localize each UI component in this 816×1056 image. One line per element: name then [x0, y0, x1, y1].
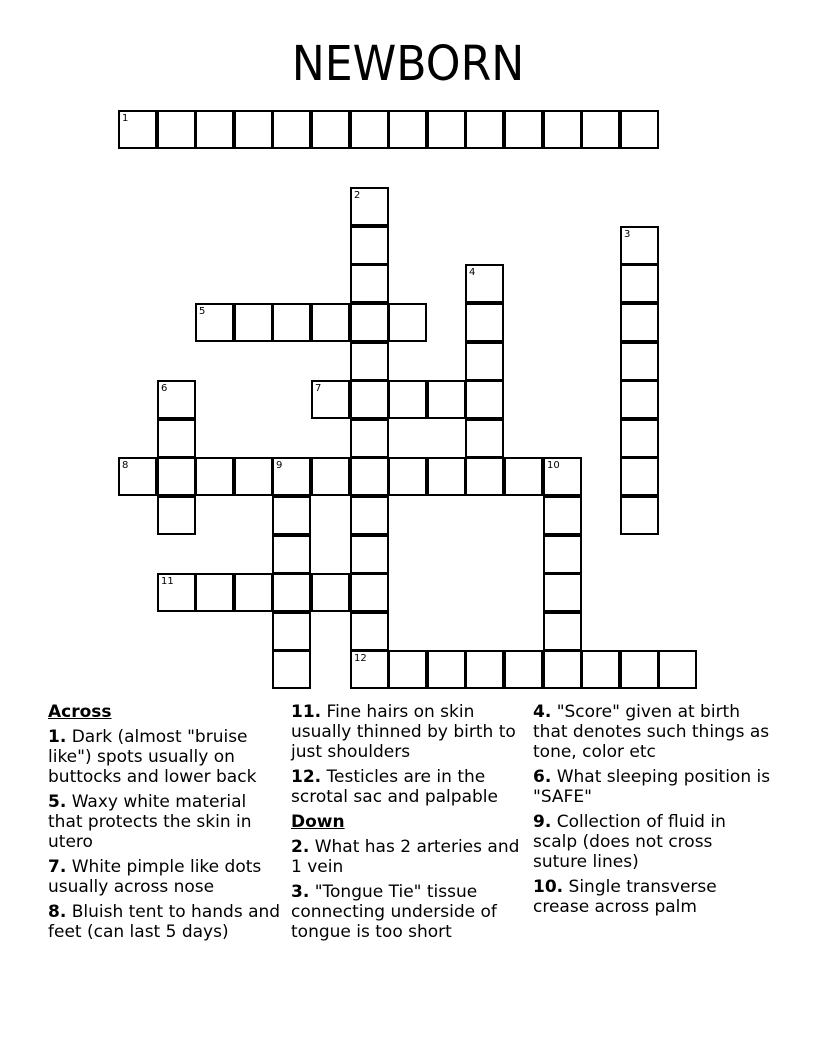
grid-cell[interactable]	[350, 264, 389, 303]
clue-number-label: 7	[315, 383, 322, 394]
grid-cell[interactable]	[272, 612, 311, 651]
grid-cell[interactable]	[620, 342, 659, 381]
clue-down-4[interactable]	[533, 702, 771, 762]
grid-cell[interactable]	[504, 457, 543, 496]
clue-number-label: 12	[354, 653, 367, 664]
clue-text: "Tongue Tie" tissue connecting underside of tongue is too short	[291, 882, 497, 942]
grid-cell[interactable]	[388, 110, 427, 149]
grid-cell[interactable]	[543, 110, 582, 149]
grid-cell[interactable]	[234, 573, 273, 612]
clue-number: 6.	[533, 767, 552, 787]
grid-cell[interactable]	[620, 650, 659, 689]
grid-cell[interactable]	[543, 612, 582, 651]
clue-number-label: 9	[276, 460, 283, 471]
grid-cell[interactable]	[465, 110, 504, 149]
grid-cell[interactable]	[465, 264, 504, 303]
clue-across-1[interactable]	[48, 727, 286, 787]
clue-number: 4.	[533, 702, 552, 722]
grid-cell[interactable]	[350, 573, 389, 612]
grid-cell[interactable]	[311, 303, 350, 342]
clue-number: 7.	[48, 857, 67, 877]
grid-cell[interactable]	[272, 457, 311, 496]
grid-cell[interactable]	[195, 303, 234, 342]
clue-text: Fine hairs on skin usually thinned by birth to just shoulders	[291, 702, 516, 762]
clue-down-3[interactable]	[291, 882, 529, 942]
clue-number-label: 6	[161, 383, 168, 394]
grid-cell[interactable]	[350, 535, 389, 574]
grid-cell[interactable]	[350, 226, 389, 265]
grid-cell[interactable]	[350, 303, 389, 342]
grid-cell[interactable]	[311, 110, 350, 149]
grid-cell[interactable]	[311, 380, 350, 419]
grid-cell[interactable]	[234, 457, 273, 496]
grid-cell[interactable]	[543, 535, 582, 574]
grid-cell[interactable]	[118, 110, 157, 149]
clue-column-2	[291, 702, 529, 947]
clue-text: Single transverse crease across palm	[533, 877, 717, 917]
grid-cell[interactable]	[311, 573, 350, 612]
clue-down-10[interactable]	[533, 877, 771, 917]
clue-text: What sleeping position is "SAFE"	[533, 767, 771, 807]
grid-cell[interactable]	[427, 650, 466, 689]
grid-cell[interactable]	[234, 110, 273, 149]
grid-cell[interactable]	[350, 187, 389, 226]
grid-cell[interactable]	[620, 380, 659, 419]
grid-cell[interactable]	[388, 303, 427, 342]
grid-cell[interactable]	[504, 650, 543, 689]
clue-number-label: 5	[199, 306, 206, 317]
grid-cell[interactable]	[272, 496, 311, 535]
clue-across-8[interactable]	[48, 902, 286, 942]
clue-number-label: 4	[469, 267, 476, 278]
grid-cell[interactable]	[195, 110, 234, 149]
grid-cell[interactable]	[388, 380, 427, 419]
clue-number: 2.	[291, 837, 310, 857]
clue-number: 10.	[533, 877, 564, 897]
clue-number: 11.	[291, 702, 322, 722]
clue-number: 3.	[291, 882, 310, 902]
grid-cell[interactable]	[388, 650, 427, 689]
clue-number: 8.	[48, 902, 67, 922]
grid-cell[interactable]	[350, 457, 389, 496]
clue-down-2[interactable]	[291, 837, 529, 877]
grid-cell[interactable]	[543, 650, 582, 689]
clue-across-12[interactable]	[291, 767, 529, 807]
grid-cell[interactable]	[350, 342, 389, 381]
down-heading: Down	[291, 812, 345, 832]
clue-text: Dark (almost "bruise like") spots usually on buttocks and lower back	[48, 727, 257, 787]
grid-cell[interactable]	[350, 612, 389, 651]
clue-text: What has 2 arteries and 1 vein	[291, 837, 520, 877]
clue-text: Bluish tent to hands and feet (can last 5 days)	[48, 902, 281, 942]
clue-text: Waxy white material that protects the skin in utero	[48, 792, 252, 852]
clue-number-label: 8	[122, 460, 129, 471]
grid-cell[interactable]	[620, 457, 659, 496]
clue-column-3	[533, 702, 771, 922]
puzzle-title: NEWBORN	[291, 36, 525, 92]
grid-cell[interactable]	[272, 650, 311, 689]
grid-cell[interactable]	[581, 650, 620, 689]
grid-cell[interactable]	[272, 110, 311, 149]
grid-cell[interactable]	[543, 573, 582, 612]
grid-cell[interactable]	[157, 110, 196, 149]
grid-cell[interactable]	[234, 303, 273, 342]
grid-cell[interactable]	[427, 110, 466, 149]
grid-cell[interactable]	[620, 110, 659, 149]
across-heading: Across	[48, 702, 112, 722]
grid-cell[interactable]	[658, 650, 697, 689]
grid-cell[interactable]	[388, 457, 427, 496]
clue-across-5[interactable]	[48, 792, 286, 852]
clue-number: 12.	[291, 767, 322, 787]
clue-column-1	[48, 702, 286, 947]
clue-number-label: 10	[547, 460, 560, 471]
grid-cell[interactable]	[465, 457, 504, 496]
grid-cell[interactable]	[465, 342, 504, 381]
grid-cell[interactable]	[272, 573, 311, 612]
grid-cell[interactable]	[350, 650, 389, 689]
grid-cell[interactable]	[543, 496, 582, 535]
clue-text: "Score" given at birth that denotes such things as tone, color etc	[533, 702, 770, 762]
grid-cell[interactable]	[311, 457, 350, 496]
grid-cell[interactable]	[581, 110, 620, 149]
clue-text: White pimple like dots usually across nose	[48, 857, 262, 897]
grid-cell[interactable]	[427, 380, 466, 419]
clue-number-label: 11	[161, 576, 174, 587]
grid-cell[interactable]	[157, 573, 196, 612]
clue-text: Collection of fluid in scalp (does not cross suture lines)	[533, 812, 726, 872]
grid-cell[interactable]	[118, 457, 157, 496]
grid-cell[interactable]	[350, 110, 389, 149]
clue-number-label: 3	[624, 229, 631, 240]
grid-cell[interactable]	[620, 264, 659, 303]
grid-cell[interactable]	[465, 380, 504, 419]
clue-text: Testicles are in the scrotal sac and palpable	[291, 767, 498, 807]
grid-cell[interactable]	[272, 303, 311, 342]
grid-cell[interactable]	[157, 380, 196, 419]
clue-number: 9.	[533, 812, 552, 832]
grid-cell[interactable]	[620, 496, 659, 535]
clue-number-label: 2	[354, 190, 361, 201]
grid-cell[interactable]	[543, 457, 582, 496]
grid-cell[interactable]	[620, 419, 659, 458]
grid-cell[interactable]	[195, 573, 234, 612]
grid-cell[interactable]	[157, 419, 196, 458]
grid-cell[interactable]	[427, 457, 466, 496]
clue-number: 5.	[48, 792, 67, 812]
clue-across-11[interactable]	[291, 702, 529, 762]
grid-cell[interactable]	[465, 419, 504, 458]
grid-cell[interactable]	[620, 226, 659, 265]
clue-number-label: 1	[122, 113, 129, 124]
grid-cell[interactable]	[350, 419, 389, 458]
clue-down-9[interactable]	[533, 812, 771, 872]
grid-cell[interactable]	[504, 110, 543, 149]
grid-cell[interactable]	[157, 457, 196, 496]
clue-across-7[interactable]	[48, 857, 286, 897]
grid-cell[interactable]	[465, 650, 504, 689]
grid-cell[interactable]	[157, 496, 196, 535]
grid-cell[interactable]	[350, 496, 389, 535]
grid-cell[interactable]	[195, 457, 234, 496]
grid-cell[interactable]	[272, 535, 311, 574]
grid-cell[interactable]	[465, 303, 504, 342]
grid-cell[interactable]	[350, 380, 389, 419]
grid-cell[interactable]	[620, 303, 659, 342]
clue-down-6[interactable]	[533, 767, 771, 807]
clue-number: 1.	[48, 727, 67, 747]
